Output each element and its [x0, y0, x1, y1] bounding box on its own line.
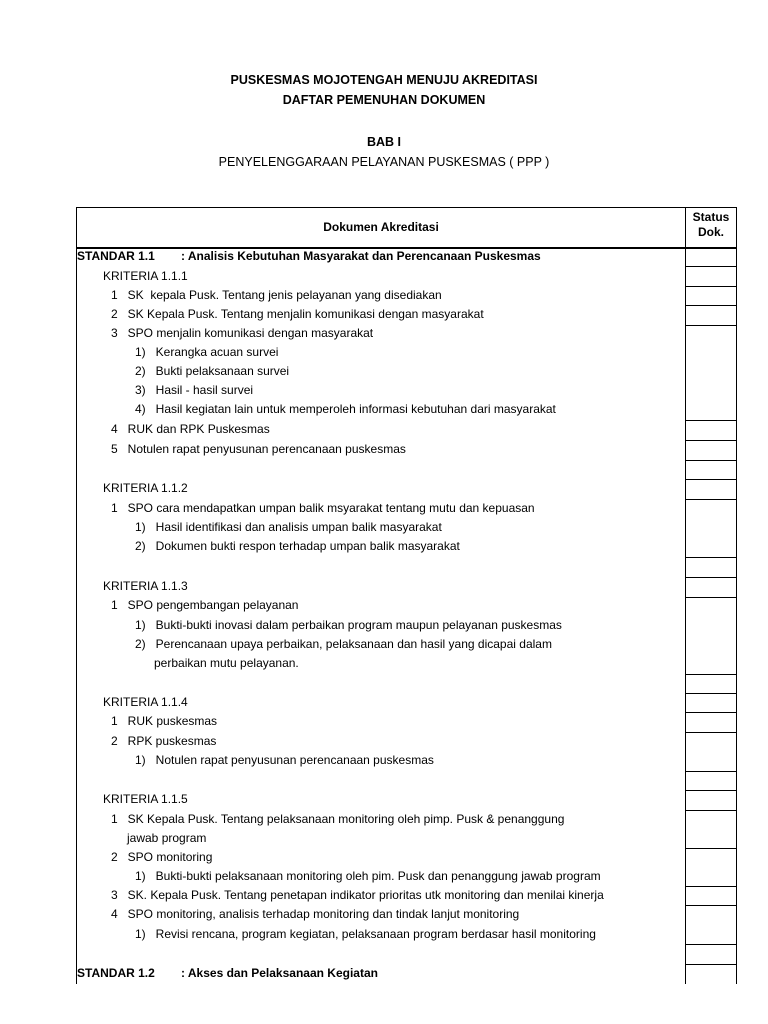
- sub-list-item-continued: perbaikan mutu pelayanan.: [154, 656, 299, 670]
- list-item: 3 SPO menjalin komunikasi dengan masyarakat: [111, 326, 374, 340]
- sub-list-item: 1) Notulen rapat penyusunan perencanaan puskesmas: [135, 753, 434, 767]
- status-cell[interactable]: [686, 287, 736, 306]
- sub-list-item: 1) Hasil identifikasi dan analisis umpan balik masyarakat: [135, 520, 442, 534]
- status-cell[interactable]: [686, 772, 736, 791]
- table-row: [77, 636, 736, 655]
- sub-list-item: 2) Bukti pelaksanaan survei: [135, 364, 290, 378]
- status-cell[interactable]: [686, 461, 736, 480]
- list-item: 4 SPO monitoring, analisis terhadap monitoring dan tindak lanjut monitoring: [111, 907, 520, 921]
- kriteria-label: KRITERIA 1.1.3: [103, 579, 188, 593]
- table-header: [77, 208, 736, 249]
- chapter-title: PENYELENGGARAAN PELAYANAN PUSKESMAS ( PPP ): [218, 155, 550, 169]
- table-row: [77, 383, 736, 402]
- table-row: [77, 965, 736, 985]
- document-table: [76, 207, 737, 984]
- table-row: [77, 694, 736, 713]
- status-cell[interactable]: [686, 578, 736, 598]
- chapter-label: BAB I: [366, 135, 402, 149]
- table-row: [77, 617, 736, 636]
- list-item: 4 RUK dan RPK Puskesmas: [111, 422, 270, 436]
- table-row: [77, 421, 736, 441]
- list-item: 1 SK kepala Pusk. Tentang jenis pelayanan yang disediakan: [111, 288, 442, 302]
- table-row: [77, 402, 736, 421]
- document-title: PUSKESMAS MOJOTENGAH MENUJU AKREDITASI: [230, 73, 538, 87]
- status-cell[interactable]: [686, 906, 736, 945]
- kriteria-label: KRITERIA 1.1.5: [103, 792, 188, 806]
- status-cell[interactable]: [686, 733, 736, 772]
- status-cell[interactable]: [686, 713, 736, 733]
- status-cell[interactable]: [686, 326, 736, 421]
- list-item: 5 Notulen rapat penyusunan perencanaan puskesmas: [111, 442, 406, 456]
- status-cell[interactable]: [686, 945, 736, 965]
- status-cell[interactable]: [686, 675, 736, 694]
- standar-label: STANDAR 1.2: [77, 966, 155, 980]
- status-cell[interactable]: [686, 500, 736, 558]
- table-row: [77, 811, 736, 830]
- document-subtitle: DAFTAR PEMENUHAN DOKUMEN: [282, 93, 486, 107]
- table-row: [77, 868, 736, 887]
- table-row: [77, 578, 736, 598]
- list-item-continued: jawab program: [127, 831, 207, 845]
- table-row: [77, 538, 736, 558]
- column-header-status: [686, 210, 736, 240]
- status-header-line1: Status: [692, 210, 730, 224]
- table-row: [77, 675, 736, 694]
- status-cell[interactable]: [686, 558, 736, 578]
- table-row: [77, 655, 736, 675]
- status-cell[interactable]: [686, 811, 736, 849]
- status-cell[interactable]: [686, 694, 736, 713]
- status-cell[interactable]: [686, 421, 736, 441]
- list-item: 1 SPO cara mendapatkan umpan balik msyarakat tentang mutu dan kepuasan: [111, 501, 535, 515]
- table-row: [77, 887, 736, 906]
- kriteria-label: KRITERIA 1.1.1: [103, 269, 188, 283]
- table-row: [77, 267, 736, 287]
- list-item: 1 SK Kepala Pusk. Tentang pelaksanaan monitoring oleh pimp. Pusk & penanggung: [111, 812, 565, 826]
- status-cell[interactable]: [686, 791, 736, 811]
- status-cell[interactable]: [686, 598, 736, 675]
- table-row: [77, 364, 736, 383]
- table-row: [77, 791, 736, 811]
- table-row: [77, 519, 736, 538]
- kriteria-label: KRITERIA 1.1.2: [103, 481, 188, 495]
- status-cell[interactable]: [686, 249, 736, 267]
- list-item: 1 SPO pengembangan pelayanan: [111, 598, 299, 612]
- chapter-header: [0, 132, 768, 172]
- sub-list-item: 1) Bukti-bukti inovasi dalam perbaikan program maupun pelayanan puskesmas: [135, 618, 562, 632]
- table-row: [77, 752, 736, 772]
- standar-description: : Analisis Kebutuhan Masyarakat dan Perencanaan Puskesmas: [181, 249, 541, 263]
- table-row: [77, 287, 736, 306]
- kriteria-label: KRITERIA 1.1.4: [103, 695, 188, 709]
- sub-list-item: 1) Bukti-bukti pelaksanaan monitoring oleh pim. Pusk dan penanggung jawab program: [135, 869, 601, 883]
- sub-list-item: 2) Perencanaan upaya perbaikan, pelaksanaan dan hasil yang dicapai dalam: [135, 637, 552, 651]
- table-row: [77, 926, 736, 945]
- status-cell[interactable]: [686, 267, 736, 287]
- table-row: [77, 906, 736, 926]
- list-item: 3 SK. Kepala Pusk. Tentang penetapan indikator prioritas utk monitoring dan menilai kinerja: [111, 888, 604, 902]
- table-row: [77, 598, 736, 617]
- list-item: 2 SK Kepala Pusk. Tentang menjalin komunikasi dengan masyarakat: [111, 307, 484, 321]
- standar-description: : Akses dan Pelaksanaan Kegiatan: [181, 966, 378, 980]
- column-header-document: Dokumen Akreditasi: [323, 220, 439, 234]
- table-row: [77, 326, 736, 345]
- sub-list-item: 3) Hasil - hasil survei: [135, 383, 254, 397]
- status-cell[interactable]: [686, 441, 736, 461]
- sub-list-item: 1) Kerangka acuan survei: [135, 345, 279, 359]
- sub-list-item: 2) Dokumen bukti respon terhadap umpan balik masyarakat: [135, 539, 460, 553]
- table-row: [77, 500, 736, 519]
- status-cell[interactable]: [686, 480, 736, 500]
- table-row: [77, 945, 736, 965]
- table-row: [77, 830, 736, 849]
- table-row: [77, 772, 736, 791]
- table-row: [77, 558, 736, 578]
- table-row: [77, 249, 736, 267]
- table-row: [77, 480, 736, 500]
- table-row: [77, 733, 736, 752]
- list-item: 1 RUK puskesmas: [111, 714, 218, 728]
- status-cell[interactable]: [686, 887, 736, 906]
- list-item: 2 RPK puskesmas: [111, 734, 217, 748]
- table-row: [77, 441, 736, 461]
- table-row: [77, 306, 736, 326]
- document-header: [0, 70, 768, 110]
- table-row: [77, 345, 736, 364]
- table-row: [77, 461, 736, 480]
- standar-label: STANDAR 1.1: [77, 249, 155, 263]
- status-cell[interactable]: [686, 306, 736, 326]
- list-item: 2 SPO monitoring: [111, 850, 213, 864]
- sub-list-item: 1) Revisi rencana, program kegiatan, pelaksanaan program berdasar hasil monitoring: [135, 927, 596, 941]
- table-row: [77, 849, 736, 868]
- table-row: [77, 713, 736, 733]
- status-cell[interactable]: [686, 849, 736, 887]
- sub-list-item: 4) Hasil kegiatan lain untuk memperoleh informasi kebutuhan dari masyarakat: [135, 402, 556, 416]
- status-header-line2: Dok.: [697, 225, 724, 239]
